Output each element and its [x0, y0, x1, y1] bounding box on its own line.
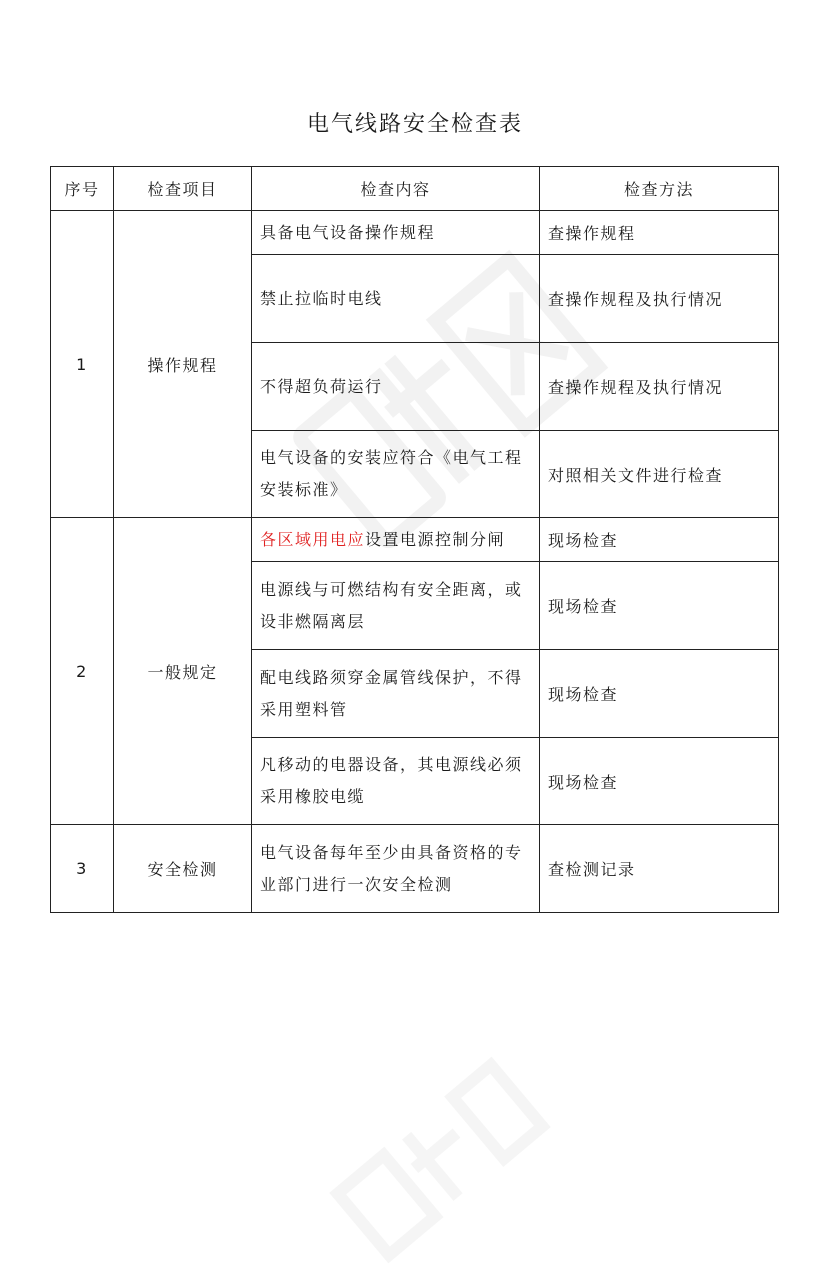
method-cell: 查检测记录 [540, 825, 779, 913]
header-item: 检查项目 [114, 167, 252, 211]
table-header-row [51, 167, 779, 211]
group-item-cell: 操作规程 [114, 211, 252, 518]
header-no: 序号 [51, 167, 114, 211]
content-cell [252, 518, 540, 562]
content-cell: 具备电气设备操作规程 [252, 211, 540, 255]
group-item-cell: 安全检测 [114, 825, 252, 913]
content-cell: 电气设备的安装应符合《电气工程安装标准》 [252, 431, 540, 518]
group-no-cell: 3 [51, 825, 114, 913]
method-cell: 查操作规程 [540, 211, 779, 255]
method-cell: 现场检查 [540, 518, 779, 562]
group-item-cell: 一般规定 [114, 518, 252, 825]
table-row [51, 518, 779, 562]
content-cell: 配电线路须穿金属管线保护，不得采用塑料管 [252, 650, 540, 738]
highlighted-text: 各区域用电应 [260, 529, 366, 549]
content-cell: 电源线与可燃结构有安全距离，或设非燃隔离层 [252, 562, 540, 650]
group-no-cell: 1 [51, 211, 114, 518]
watermark-logo-bottom [324, 1051, 557, 1269]
content-cell: 凡移动的电器设备，其电源线必须采用橡胶电缆 [252, 738, 540, 825]
content-cell: 禁止拉临时电线 [252, 255, 540, 343]
method-cell: 现场检查 [540, 562, 779, 650]
group-no-cell: 2 [51, 518, 114, 825]
header-method: 检查方法 [540, 167, 779, 211]
method-cell: 现场检查 [540, 650, 779, 738]
method-cell: 查操作规程及执行情况 [540, 255, 779, 343]
page-title: 电气线路安全检查表 [306, 112, 523, 137]
content-text: 设置电源控制分闸 [365, 529, 506, 549]
content-cell: 电气设备每年至少由具备资格的专业部门进行一次安全检测 [252, 825, 540, 913]
content-cell: 不得超负荷运行 [252, 343, 540, 431]
safety-check-table [50, 166, 779, 913]
header-content: 检查内容 [252, 167, 540, 211]
method-cell: 现场检查 [540, 738, 779, 825]
table-row [51, 825, 779, 913]
method-cell: 对照相关文件进行检查 [540, 431, 779, 518]
table-row [51, 211, 779, 255]
method-cell: 查操作规程及执行情况 [540, 343, 779, 431]
